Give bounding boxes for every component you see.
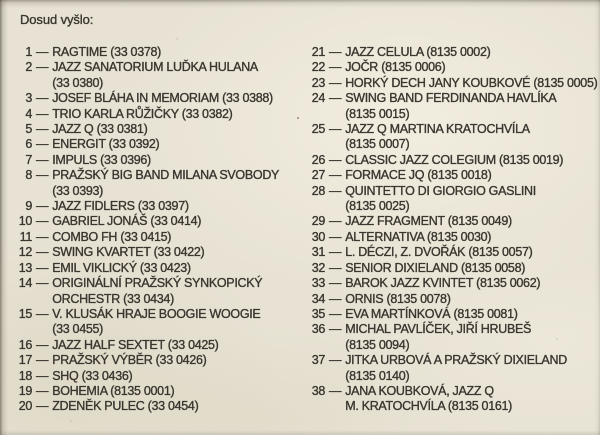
item-line: EVA MARTÍNKOVÁ (8135 0081) xyxy=(345,306,518,321)
list-item xyxy=(305,122,600,153)
item-line: ORCHESTR (33 0434) xyxy=(52,291,174,306)
item-line: MICHAL PAVLÍČEK, JIŘÍ HRUBEŠ xyxy=(345,322,532,337)
item-text xyxy=(345,45,490,60)
item-line: L. DÉCZI, Z. DVOŘÁK (8135 0057) xyxy=(345,245,533,260)
item-line: (8135 0015) xyxy=(345,106,410,121)
item-text xyxy=(52,353,206,368)
list-item xyxy=(305,322,600,353)
item-line: CLASSIC JAZZ COLEGIUM (8135 0019) xyxy=(345,152,564,167)
dash-separator: — xyxy=(329,260,342,275)
item-text xyxy=(345,76,597,91)
item-line: HORKÝ DECH JANY KOUBKOVÉ (8135 0005) xyxy=(345,75,598,90)
item-line: (8135 0007) xyxy=(345,137,410,152)
item-number: 25 xyxy=(311,122,325,137)
item-line: (33 0455) xyxy=(52,322,104,337)
item-text xyxy=(52,45,161,60)
item-line: SWING BAND FERDINANDA HAVLÍKA xyxy=(345,91,557,106)
dash-separator: — xyxy=(36,152,49,167)
item-line: ORIGINÁLNÍ PRAŽSKÝ SYNKOPICKÝ xyxy=(52,276,263,291)
item-number: 11 xyxy=(19,229,32,244)
item-text xyxy=(52,91,273,106)
dash-separator: — xyxy=(36,122,49,137)
item-number: 34 xyxy=(311,291,325,306)
item-number: 30 xyxy=(311,229,325,244)
item-line: SENIOR DIXIELAND (8135 0058) xyxy=(345,260,526,275)
list-item xyxy=(12,60,305,91)
item-text xyxy=(345,122,530,153)
item-number: 9 xyxy=(25,199,32,214)
item-line: ORNIS (8135 0078) xyxy=(345,291,451,306)
item-text xyxy=(345,292,450,307)
list-item xyxy=(305,292,600,307)
item-line: SHQ (33 0436) xyxy=(52,368,133,383)
list-item xyxy=(12,353,305,368)
item-number: 12 xyxy=(18,245,32,260)
item-number: 19 xyxy=(18,383,32,398)
item-number: 36 xyxy=(311,322,325,337)
item-number: 6 xyxy=(25,137,32,152)
list-item xyxy=(12,214,305,229)
item-line: BOHEMIA (8135 0001) xyxy=(52,383,175,398)
list-item xyxy=(12,122,305,137)
dash-separator: — xyxy=(36,168,49,183)
item-number: 28 xyxy=(311,183,325,198)
item-line: V. KLUSÁK HRAJE BOOGIE WOOGIE xyxy=(52,306,261,321)
item-line: (8135 0094) xyxy=(345,337,410,352)
item-line: JOSEF BLÁHA IN MEMORIAM (33 0388) xyxy=(52,91,273,106)
item-text xyxy=(52,338,218,353)
dash-separator: — xyxy=(329,353,342,368)
item-number: 37 xyxy=(311,353,325,368)
item-number: 15 xyxy=(18,306,32,321)
item-text xyxy=(52,230,171,245)
item-number: 26 xyxy=(311,152,325,167)
dash-separator: — xyxy=(36,106,49,121)
item-line: (33 0393) xyxy=(52,183,104,198)
item-text xyxy=(345,153,563,168)
item-number: 5 xyxy=(25,122,32,137)
list-item xyxy=(12,107,305,122)
item-number: 35 xyxy=(311,306,325,321)
list-item xyxy=(12,168,305,199)
item-text xyxy=(345,245,532,260)
item-number: 20 xyxy=(18,399,32,414)
list-column-left xyxy=(12,45,305,415)
dash-separator: — xyxy=(329,152,342,167)
item-line: (33 0380) xyxy=(52,75,104,90)
dash-separator: — xyxy=(329,214,342,229)
item-text xyxy=(345,276,540,291)
item-line: JAZZ Q (33 0381) xyxy=(52,122,148,137)
list-item xyxy=(305,45,600,60)
item-text xyxy=(52,107,232,122)
item-number: 21 xyxy=(311,45,325,59)
item-text xyxy=(52,168,279,199)
list-item xyxy=(12,153,305,168)
item-line: M. KRATOCHVÍLA (8135 0161) xyxy=(345,399,513,414)
item-text xyxy=(345,214,512,229)
item-number: 13 xyxy=(18,260,32,275)
list-item xyxy=(305,245,600,260)
item-line: EMIL VIKLICKÝ (33 0423) xyxy=(52,260,191,275)
dash-separator: — xyxy=(329,276,342,291)
item-number: 1 xyxy=(25,45,32,59)
item-number: 3 xyxy=(25,91,32,106)
dash-separator: — xyxy=(36,353,49,368)
page-title: Dosud vyšlo: xyxy=(20,12,94,27)
item-text xyxy=(52,384,174,399)
list-item xyxy=(12,91,305,106)
dash-separator: — xyxy=(36,368,49,383)
item-text xyxy=(345,307,517,322)
item-number: 22 xyxy=(311,60,325,75)
item-text xyxy=(52,369,132,384)
dash-separator: — xyxy=(36,199,49,214)
item-line: JAZZ Q MARTINA KRATOCHVÍLA xyxy=(345,122,530,137)
item-text xyxy=(345,322,531,353)
dash-separator: — xyxy=(36,214,49,229)
item-number: 8 xyxy=(25,168,32,183)
dash-separator: — xyxy=(329,60,342,75)
dash-separator: — xyxy=(329,122,342,137)
dash-separator: — xyxy=(329,75,342,90)
list-item xyxy=(12,307,305,338)
list-item xyxy=(305,276,600,291)
item-number: 29 xyxy=(311,214,325,229)
dash-separator: — xyxy=(329,322,342,337)
item-line: SWING KVARTET (33 0422) xyxy=(52,245,205,260)
item-text xyxy=(345,184,536,215)
list-item xyxy=(12,369,305,384)
item-line: JAZZ FRAGMENT (8135 0049) xyxy=(345,214,512,229)
dash-separator: — xyxy=(36,229,49,244)
dash-separator: — xyxy=(329,291,342,306)
item-text xyxy=(52,245,204,260)
item-number: 18 xyxy=(18,368,32,383)
dash-separator: — xyxy=(36,337,49,352)
item-number: 31 xyxy=(311,245,325,260)
item-number: 17 xyxy=(18,353,32,368)
list-column-right xyxy=(305,45,600,415)
item-number: 38 xyxy=(311,383,325,398)
item-line: PRAŽSKÝ BIG BAND MILANA SVOBODY xyxy=(52,168,280,183)
list-item xyxy=(305,384,600,415)
list-item xyxy=(305,214,600,229)
list-item xyxy=(305,153,600,168)
dash-separator: — xyxy=(36,60,49,75)
list-item xyxy=(305,91,600,122)
dash-separator: — xyxy=(36,91,49,106)
item-number: 23 xyxy=(311,75,325,90)
list-item xyxy=(305,230,600,245)
item-line: TRIO KARLA RŮŽIČKY (33 0382) xyxy=(52,106,233,121)
list-item xyxy=(12,199,305,214)
item-line: JAZZ CELULA (8135 0002) xyxy=(345,45,491,59)
item-line: GABRIEL JONÁŠ (33 0414) xyxy=(52,214,202,229)
item-text xyxy=(345,353,567,384)
item-text xyxy=(345,384,512,415)
list-item xyxy=(12,338,305,353)
item-number: 2 xyxy=(25,60,32,75)
item-line: ALTERNATIVA (8135 0030) xyxy=(345,229,492,244)
list-item xyxy=(305,353,600,384)
dash-separator: — xyxy=(329,245,342,260)
item-number: 16 xyxy=(18,337,32,352)
item-number: 32 xyxy=(311,260,325,275)
item-number: 4 xyxy=(25,106,32,121)
list-item xyxy=(305,184,600,215)
list-item xyxy=(12,45,305,60)
dash-separator: — xyxy=(329,45,342,59)
item-text xyxy=(345,230,491,245)
item-text xyxy=(52,153,151,168)
paper-specks xyxy=(0,0,2,2)
item-text xyxy=(52,214,201,229)
item-text xyxy=(52,199,189,214)
item-number: 7 xyxy=(25,152,32,167)
item-text xyxy=(345,261,525,276)
list-item xyxy=(12,276,305,307)
item-line: JOČR (8135 0006) xyxy=(345,60,446,75)
dash-separator: — xyxy=(36,45,49,59)
item-line: QUINTETTO DI GIORGIO GASLINI xyxy=(345,183,536,198)
item-line: (8135 0140) xyxy=(345,368,410,383)
item-line: JAZZ SANATORIUM LUĎKA HULANA xyxy=(52,60,258,75)
item-text xyxy=(52,307,260,338)
dash-separator: — xyxy=(329,306,342,321)
item-line: ZDENĚK PULEC (33 0454) xyxy=(52,399,199,414)
item-line: COMBO FH (33 0415) xyxy=(52,229,172,244)
item-line: JAZZ HALF SEXTET (33 0425) xyxy=(52,337,219,352)
item-line: JANA KOUBKOVÁ, JAZZ Q xyxy=(345,383,494,398)
item-number: 33 xyxy=(311,276,325,291)
item-line: JAZZ FIDLERS (33 0397) xyxy=(52,199,189,214)
release-list xyxy=(0,45,600,415)
dash-separator: — xyxy=(329,168,342,183)
item-line: PRAŽSKÝ VÝBĚR (33 0426) xyxy=(52,353,207,368)
dash-separator: — xyxy=(36,276,49,291)
dash-separator: — xyxy=(329,383,342,398)
item-line: (8135 0025) xyxy=(345,199,410,214)
dash-separator: — xyxy=(36,137,49,152)
item-line: IMPULS (33 0396) xyxy=(52,152,151,167)
item-text xyxy=(52,399,198,414)
list-item xyxy=(305,307,600,322)
item-line: RAGTIME (33 0378) xyxy=(52,45,162,59)
item-number: 10 xyxy=(18,214,32,229)
dash-separator: — xyxy=(329,183,342,198)
item-text xyxy=(52,261,191,276)
list-item xyxy=(305,60,600,75)
list-item xyxy=(12,137,305,152)
item-text xyxy=(52,60,258,91)
item-line: BAROK JAZZ KVINTET (8135 0062) xyxy=(345,276,541,291)
dash-separator: — xyxy=(329,229,342,244)
list-item xyxy=(12,245,305,260)
dash-separator: — xyxy=(36,306,49,321)
item-text xyxy=(345,168,491,183)
dash-separator: — xyxy=(36,245,49,260)
list-item xyxy=(12,230,305,245)
dash-separator: — xyxy=(36,399,49,414)
item-text xyxy=(52,137,159,152)
item-line: ENERGIT (33 0392) xyxy=(52,137,160,152)
dash-separator: — xyxy=(36,383,49,398)
list-item xyxy=(12,261,305,276)
item-text xyxy=(52,122,147,137)
item-line: FORMACE JQ (8135 0018) xyxy=(345,168,492,183)
dash-separator: — xyxy=(329,91,342,106)
item-text xyxy=(345,60,445,75)
item-number: 27 xyxy=(311,168,325,183)
item-text xyxy=(52,276,262,307)
item-text xyxy=(345,91,556,122)
list-item xyxy=(305,261,600,276)
dash-separator: — xyxy=(36,260,49,275)
item-number: 24 xyxy=(311,91,325,106)
list-item xyxy=(12,399,305,414)
list-item xyxy=(12,384,305,399)
item-number: 14 xyxy=(18,276,32,291)
item-line: JITKA URBOVÁ A PRAŽSKÝ DIXIELAND xyxy=(345,353,567,368)
list-item xyxy=(305,76,600,91)
list-item xyxy=(305,168,600,183)
